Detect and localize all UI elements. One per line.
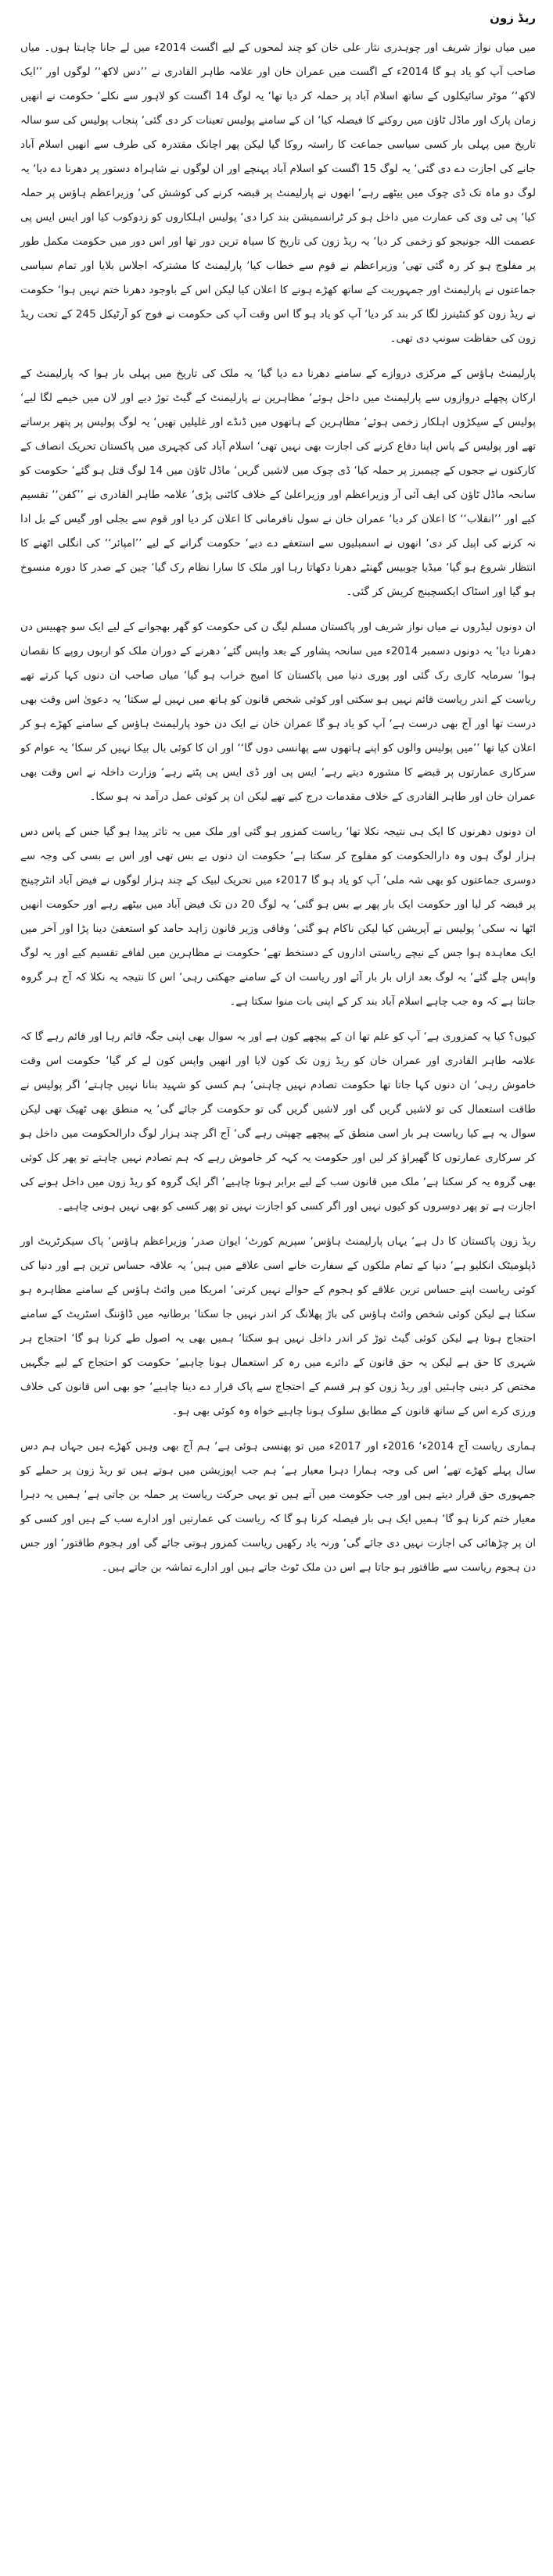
article-paragraph-3: ان دونوں لیڈروں نے میاں نواز شریف اور پاکستان مسلم لیگ ن کی حکومت کو گھر بھجوانے کے لیے ایک سو چھبیس دن دھرنا دیا‘ یہ دونوں دسمبر 2014ء میں سانحہ پشاور کے بعد واپس گئے‘ دھرنے کے دوران ملک کو اربوں روپے کا نقصان ہوا‘ سرمایہ کاری رک گئی اور پوری دنیا میں پاکستان کا امیج خراب ہو گیا‘ میاں صاحب ان دنوں کہا کرتے تھے ریاست کے اندر ریاست قائم نہیں ہو سکتی اور کوئی شخص قانون کو ہاتھ میں نہیں لے سکتا‘ یہ دعویٰ اس وقت بھی درست تھا اور آج بھی درست ہے‘ آپ کو یاد ہو گا عمران خان نے ایک دن خود پارلیمنٹ ہاؤس کے سامنے کھڑے ہو کر اعلان کیا تھا ’’میں پولیس والوں کو اپنے ہاتھوں سے پھانسی دوں گا‘‘ اور ان کا کوئی بال بیکا نہیں کر سکا‘ یہ عوام کو سرکاری عمارتوں پر قبضے کا مشورہ دیتے رہے‘ ایس پی اور ڈی ایس پی پٹتے رہے‘ وزارت داخلہ نے اس وقت بھی عمران خان اور طاہر القادری کے خلاف مقدمات درج کیے تھے لیکن ان پر کوئی عمل درآمد نہ ہو سکا۔ [20, 621, 536, 803]
article-paragraph-4: ان دونوں دھرنوں کا ایک ہی نتیجہ نکلا تھا‘ ریاست کمزور ہو گئی اور ملک میں یہ تاثر پیدا ہو گیا جس کے پاس دس ہزار لوگ ہوں وہ دارالحکومت کو مفلوج کر سکتا ہے‘ حکومت ان دنوں بے بس تھی اور اس بے بسی کی وجہ سے دوسری جماعتوں کو بھی شہ ملی‘ آپ کو یاد ہو گا 2017ء میں تحریک لبیک کے چند ہزار لوگوں نے فیض آباد انٹرچینج پر قبضہ کر لیا اور حکومت ایک بار پھر بے بس ہو گئی‘ یہ لوگ 20 دن تک فیض آباد میں بیٹھے رہے اور حکومت انھیں اٹھا نہ سکی‘ پولیس نے آپریشن کیا لیکن ناکام ہو گئی‘ وفاقی وزیر قانون زاہد حامد کو استعفیٰ دینا پڑا اور آخر میں ایک معاہدہ ہوا جس کے نیچے ریاستی اداروں کے دستخط تھے‘ حکومت نے مظاہرین میں لفافے تقسیم کیے اور یہ لوگ واپس چلے گئے‘ یہ لوگ بعد ازاں بار بار آئے اور ریاست ان کے سامنے جھکتی رہی‘ اس کا نتیجہ یہ نکلا کہ آج ہر گروہ جانتا ہے کہ وہ جب چاہے اسلام آباد بند کر کے اپنی بات منوا سکتا ہے۔ [20, 826, 536, 1008]
article-paragraph-6: ریڈ زون پاکستان کا دل ہے‘ یہاں پارلیمنٹ ہاؤس‘ سپریم کورٹ‘ ایوان صدر‘ وزیراعظم ہاؤس‘ پاک سیکرٹریٹ اور ڈپلومیٹک انکلیو ہے‘ دنیا کے تمام ملکوں کے سفارت خانے اسی علاقے میں ہیں‘ یہ علاقہ حساس ترین ہے اور دنیا کی کوئی ریاست اپنے حساس ترین علاقے کو ہجوم کے حوالے نہیں کرتی‘ امریکا میں وائٹ ہاؤس کے سامنے مظاہرہ ہو سکتا ہے لیکن کوئی شخص وائٹ ہاؤس کی باڑ پھلانگ کر اندر نہیں جا سکتا‘ برطانیہ میں ڈاؤننگ اسٹریٹ کے سامنے احتجاج ہوتا ہے لیکن کوئی گیٹ توڑ کر اندر داخل نہیں ہو سکتا‘ ہمیں بھی یہ اصول طے کرنا ہو گا‘ احتجاج ہر شہری کا حق ہے لیکن یہ حق قانون کے دائرے میں رہ کر استعمال ہونا چاہیے‘ حکومت کو احتجاج کے لیے جگہیں مختص کر دینی چاہئیں اور ریڈ زون کو ہر قسم کے احتجاج سے پاک قرار دے دینا چاہیے‘ جو بھی اس قانون کی خلاف ورزی کرے اس کے ساتھ قانون کے مطابق سلوک ہونا چاہیے خواہ وہ کوئی بھی ہو۔ [20, 1235, 536, 1417]
article-paragraph-5: کیوں؟ کیا یہ کمزوری ہے‘ آپ کو علم تھا ان کے پیچھے کون ہے اور یہ سوال بھی اپنی جگہ قائم رہا اور قائم رہے گا کہ علامہ طاہر القادری اور عمران خان کو ریڈ زون تک کون لایا اور انھیں واپس کون لے کر گیا‘ حکومت اس وقت خاموش رہی‘ ان دنوں کہا جاتا تھا حکومت تصادم نہیں چاہتی‘ ہم کسی کو شہید بنانا نہیں چاہتے‘ اگر پولیس نے طاقت استعمال کی تو لاشیں گریں گی اور لاشیں گریں گی تو حکومت گر جائے گی‘ یہ منطق بھی ٹھیک تھی لیکن سوال یہ ہے کیا ریاست ہر بار اسی منطق کے پیچھے چھپتی رہے گی‘ آج اگر چند ہزار لوگ دارالحکومت میں داخل ہو کر سرکاری عمارتوں کا گھیراؤ کر لیں اور حکومت یہ کہہ کر خاموش رہے کہ ہم تصادم نہیں چاہتے تو پھر کل کوئی بھی گروہ یہ کر سکتا ہے‘ ملک میں قانون سب کے لیے برابر ہونا چاہیے‘ اگر ایک گروہ کو ریڈ زون میں داخل ہونے کی اجازت ہے تو پھر دوسروں کو کیوں نہیں اور اگر کسی کو اجازت نہیں تو پھر کسی کو بھی نہیں ہونی چاہیے۔ [20, 1030, 536, 1213]
article-paragraph-2: پارلیمنٹ ہاؤس کے مرکزی دروازے کے سامنے دھرنا دے دیا گیا‘ یہ ملک کی تاریخ میں پہلی بار ہوا کہ پارلیمنٹ کے ارکان پچھلے دروازوں سے پارلیمنٹ میں داخل ہوئے‘ مظاہرین نے پارلیمنٹ کے گیٹ توڑ دیے اور لان میں خیمے لگا لیے‘ پولیس کے سیکڑوں اہلکار زخمی ہوئے‘ مظاہرین کے ہاتھوں میں ڈنڈے اور غلیلیں تھیں‘ یہ لوگ پولیس پر پتھر برساتے تھے اور پولیس کے پاس اپنا دفاع کرنے کی اجازت بھی نہیں تھی‘ اسلام آباد کی کچہری میں پاکستان تحریک انصاف کے کارکنوں نے ججوں کے چیمبرز پر حملہ کیا‘ ڈی چوک میں لاشیں گریں‘ ماڈل ٹاؤن میں 14 لوگ قتل ہو گئے‘ حکومت کو سانحہ ماڈل ٹاؤن کی ایف آئی آر وزیراعظم اور وزیراعلیٰ کے خلاف کاٹنی پڑی‘ علامہ طاہر القادری نے ’’کفن‘‘ تقسیم کیے اور ’’انقلاب‘‘ کا اعلان کر دیا‘ عمران خان نے سول نافرمانی کا اعلان کر دیا اور قوم سے بجلی اور گیس کے بل ادا نہ کرنے کی اپیل کر دی‘ انھوں نے اسمبلیوں سے استعفے دے دیے‘ حکومت گرانے کے لیے ’’امپائر‘‘ کی انگلی اٹھنے کا انتظار شروع ہو گیا‘ میڈیا چوبیس گھنٹے دھرنا دکھاتا رہا اور ملک کا سارا نظام رک گیا‘ چین کے صدر کا دورہ منسوخ ہو گیا اور اسٹاک ایکسچینج کریش کر گئی۔ [20, 367, 536, 598]
article-title: ریڈ زون [490, 11, 536, 25]
article-paragraph-1: میں میاں نواز شریف اور چوہدری نثار علی خان کو چند لمحوں کے لیے اگست 2014ء میں لے جانا چاہتا ہوں۔ میاں صاحب آپ کو یاد ہو گا 2014ء کے اگست میں عمران خان اور علامہ طاہر القادری نے ’’دس لاکھ‘‘ لوگوں اور ’’ایک لاکھ‘‘ موٹر سائیکلوں کے ساتھ اسلام آباد پر حملہ کر دیا تھا‘ یہ لوگ 14 اگست کو لاہور سے نکلے‘ حکومت نے انھیں زمان پارک اور ماڈل ٹاؤن میں روکنے کا فیصلہ کیا‘ ان کے سامنے پولیس تعینات کر دی گئی‘ پنجاب پولیس کی سو سالہ تاریخ میں پہلی بار کسی سیاسی جماعت کا راستہ روکا گیا لیکن پھر اچانک مقتدرہ کی طرف سے انھیں اسلام آباد جانے کی اجازت دے دی گئی‘ یہ لوگ 15 اگست کو اسلام آباد پہنچے اور ان لوگوں نے شاہراہ دستور پر دھرنا دے دیا‘ یہ لوگ دو ماہ تک ڈی چوک میں بیٹھے رہے‘ انھوں نے پارلیمنٹ پر قبضہ کرنے کی کوشش کی‘ وزیراعظم ہاؤس پر حملہ کیا‘ پی ٹی وی کی عمارت میں داخل ہو کر ٹرانسمیشن بند کرا دی‘ پولیس اہلکاروں کو زدوکوب کیا اور ایس ایس پی عصمت اللہ جونیجو کو زخمی کر دیا‘ یہ ریڈ زون کی تاریخ کا سیاہ ترین دور تھا اور اس دور میں حکومت مکمل طور پر مفلوج ہو کر رہ گئی تھی‘ وزیراعظم نے قوم سے خطاب کیا‘ پارلیمنٹ کا مشترکہ اجلاس بلایا اور تمام سیاسی جماعتوں نے پارلیمنٹ اور جمہوریت کے ساتھ کھڑے ہونے کا اعلان کیا لیکن اس کے باوجود دھرنا ختم نہیں ہوا‘ حکومت نے ریڈ زون کو کنٹینرز لگا کر بند کر دیا‘ آپ کو یاد ہو گا اس وقت آپ کی حکومت نے فوج کو آرٹیکل 245 کے تحت ریڈ زون کی حفاظت سونپ دی تھی۔ [20, 41, 537, 345]
article-paragraph-7: ہماری ریاست آج 2014ء‘ 2016ء اور 2017ء میں تو پھنسی ہوئی ہے‘ ہم آج بھی وہیں کھڑے ہیں جہاں ہم دس سال پہلے کھڑے تھے‘ اس کی وجہ ہمارا دہرا معیار ہے‘ ہم جب اپوزیشن میں ہوتے ہیں تو ریڈ زون پر حملے کو جمہوری حق قرار دیتے ہیں اور جب حکومت میں آتے ہیں تو یہی حرکت ریاست پر حملہ بن جاتی ہے‘ ہمیں یہ دہرا معیار ختم کرنا ہو گا‘ ہمیں ایک ہی بار فیصلہ کرنا ہو گا کہ ریاست کی عمارتیں اور ادارے سب کے ہیں اور کسی کو ان پر چڑھائی کی اجازت نہیں دی جائے گی‘ ورنہ یاد رکھیں ریاست کمزور ہوتی جائے گی اور ہجوم طاقتور‘ اور جس دن ہجوم ریاست سے طاقتور ہو جاتا ہے اس دن ملک ٹوٹ جاتے ہیں اور ادارے تماشہ بن جاتے ہیں۔ [20, 1440, 536, 1574]
